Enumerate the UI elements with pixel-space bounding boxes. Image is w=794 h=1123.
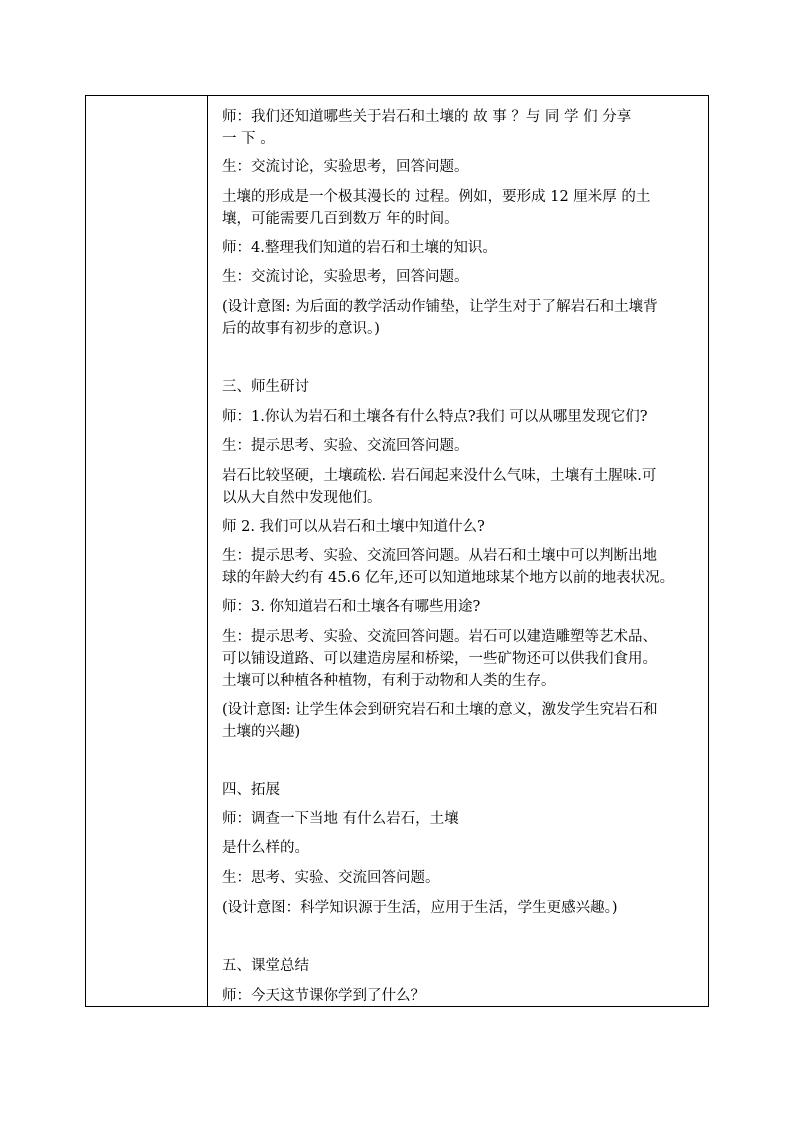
text-line: 师：今天这节课你学到了什么？ bbox=[222, 988, 425, 1004]
text-line: 生：提示思考、实验、交流回答问题。岩石可以建造雕塑等艺术品、 bbox=[222, 629, 657, 645]
text-line: 师：4.整理我们知道的岩石和土壤的知识。 bbox=[222, 240, 497, 256]
text-line: 生：提示思考、实验、交流回答问题。 bbox=[222, 438, 469, 454]
lesson-table bbox=[85, 95, 709, 1007]
section-heading: 五、课堂总结 bbox=[222, 958, 309, 974]
text-line: 师：我们还知道哪些关于岩石和土壤的 故 事 ？与 同 学 们 分享 bbox=[222, 109, 632, 125]
text-line: 生：交流讨论，实验思考，回答问题。 bbox=[222, 159, 469, 175]
text-line: 壤，可能需要几百到数万 年的时间。 bbox=[222, 211, 459, 227]
text-line: 土壤的形成是一个极其漫长的 过程。例如，要形成 12 厘米厚 的土 bbox=[222, 189, 651, 205]
section-heading: 四、拓展 bbox=[222, 782, 280, 798]
text-line: 师：1.你认为岩石和土壤各有什么特点?我们 可以从哪里发现它们? bbox=[222, 409, 648, 425]
text-line: 后的故事有初步的意识。) bbox=[222, 321, 380, 337]
text-line: (设计意图: 让学生体会到研究岩石和土壤的意义，激发学生究岩石和 bbox=[222, 702, 658, 718]
text-line: 岩石比较坚硬，土壤疏松. 岩石闻起来没什么气味，土壤有土腥味.可 bbox=[222, 468, 657, 484]
text-line: 师：3. 你知道岩石和土壤各有哪些用途? bbox=[222, 599, 481, 615]
text-line: 生：思考、实验、交流回答问题。 bbox=[222, 870, 440, 886]
text-line: 师：调查一下当地 有什么岩石，土壤 bbox=[222, 811, 459, 827]
text-line: (设计意图: 为后面的教学活动作铺垫，让学生对于了解岩石和土壤背 bbox=[222, 299, 658, 315]
text-line: 一 下 。 bbox=[222, 131, 275, 147]
text-line: (设计意图：科学知识源于生活，应用于生活，学生更感兴趣。) bbox=[222, 900, 618, 916]
text-line: 师 2. 我们可以从岩石和土壤中知道什么? bbox=[222, 519, 485, 535]
text-line: 土壤的兴趣) bbox=[222, 724, 301, 740]
text-line: 球的年龄大约有 45.6 亿年,还可以知道地球某个地方以前的地表状况。 bbox=[222, 570, 675, 586]
text-line: 土壤可以种植各种植物，有利于动物和人类的生存。 bbox=[222, 673, 556, 689]
text-line: 是什么样的。 bbox=[222, 840, 309, 856]
text-line: 可以铺设道路、可以建造房屋和桥梁，一些矿物还可以供我们食用。 bbox=[222, 651, 657, 667]
text-line: 以从大自然中发现他们。 bbox=[222, 490, 382, 506]
text-line: 生：交流讨论，实验思考，回答问题。 bbox=[222, 269, 469, 285]
section-heading: 三、师生研讨 bbox=[222, 379, 309, 395]
text-line: 生：提示思考、实验、交流回答问题。从岩石和土壤中可以判断出地 bbox=[222, 548, 657, 564]
column-divider bbox=[207, 96, 208, 1006]
